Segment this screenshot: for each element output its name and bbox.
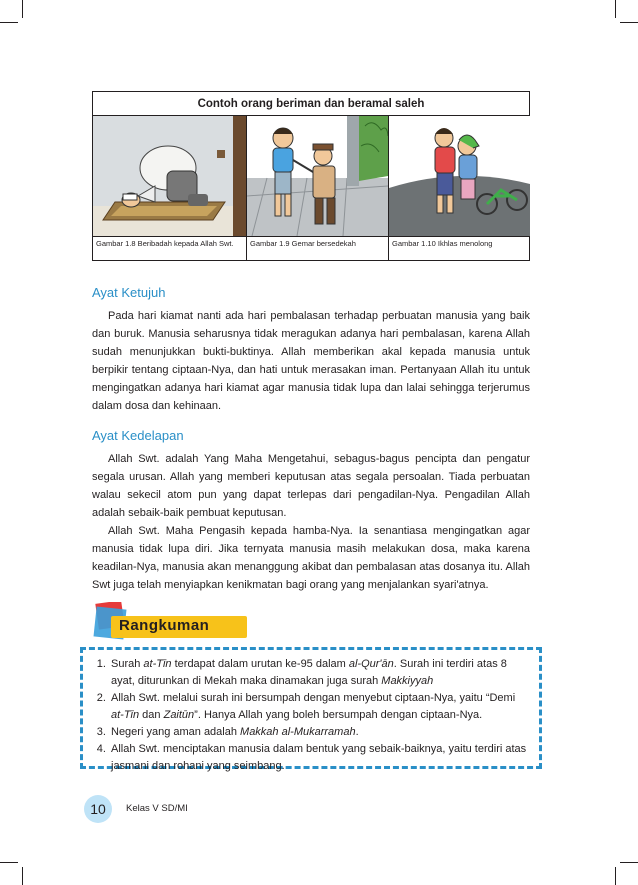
crop-mark [615, 0, 616, 18]
crop-mark [620, 862, 638, 863]
paragraph-text: Allah Swt. Maha Pengasih kepada hamba-Nya. Ia senantiasa mengingatkan agar manusia tidak lupa diri. Jika ternyata manusia masih melakukan dosa, maka karena keadilan-Nya, manusia akan menanggung akibat dan pembalasan atas dosanya itu. Allah Swt juga telah menyiapkan kenikmatan bagi orang yang menjalankan syari'atnya. [92, 525, 530, 591]
figure-box-title: Contoh orang beriman dan beramal saleh [93, 92, 529, 116]
figure-caption: Gambar 1.8 Beribadah kepada Allah Swt. [96, 239, 234, 248]
crop-mark [0, 22, 18, 23]
section-paragraph [92, 307, 530, 415]
list-item: 1. Surah at-Tīn terdapat dalam urutan ke-95 dalam al-Qur'ān. Surah ini terdiri atas 8 ayat, diturunkan di Mekah maka dinamakan juga surah Makkiyyah [109, 656, 531, 690]
crop-mark [22, 0, 23, 18]
crop-mark [615, 867, 616, 885]
crop-mark [620, 22, 638, 23]
crop-mark [22, 867, 23, 885]
paragraph-text: Allah Swt. adalah Yang Maha Mengetahui, sebagus-bagus pencipta dan pengatur segala urusan. Allah yang memberi keputusan atas segala persoalan. Tiada perbuatan walau sekecil atom pun yang dapat terlepas dari pengadilan-Nya. Pengadilan Allah adalah sebaik-baik pembuat keputusan. [92, 453, 530, 519]
figure-caption: Gambar 1.9 Gemar bersedekah [250, 239, 356, 248]
illustration-helping [389, 116, 530, 236]
list-item: 4. Allah Swt. menciptakan manusia dalam bentuk yang sebaik-baiknya, yaitu terdiri atas jasmani dan rohani yang seimbang. [109, 741, 531, 775]
section-paragraph [92, 450, 530, 594]
rangkuman-label [93, 602, 253, 644]
page-number: 10 [84, 795, 112, 823]
rangkuman-title: Rangkuman [119, 617, 210, 634]
summary-box [80, 647, 542, 772]
section-heading-ayat-ketujuh: Ayat Ketujuh [92, 285, 166, 300]
footer-class-label: Kelas V SD/MI [126, 803, 188, 814]
list-item: 2. Allah Swt. melalui surah ini bersumpah dengan menyebut ciptaan-Nya, yaitu “Demi at-Tīn dan Zaitūn”. Hanya Allah yang boleh bersumpah dengan ciptaan-Nya. [109, 690, 531, 724]
list-item: 3. Negeri yang aman adalah Makkah al-Mukarramah. [109, 724, 531, 741]
figure-box [92, 91, 530, 261]
crop-mark [0, 862, 18, 863]
illustration-prayer [93, 116, 246, 236]
figure-caption: Gambar 1.10 Ikhlas menolong [392, 239, 493, 248]
illustration-charity [247, 116, 388, 236]
section-heading-ayat-kedelapan: Ayat Kedelapan [92, 428, 184, 443]
paragraph-text: Pada hari kiamat nanti ada hari pembalasan terhadap perbuatan manusia yang baik dan buruk. Manusia seharusnya tidak meragukan adanya hari pembalasan, karena Allah sudah menunjukkan bukti-buktinya. Allah memberikan akal kepada manusia untuk berpikir tentang ciptaan-Nya, dan hati untuk merasakan iman. Pertanyaan Allah itu untuk mengingatkan adanya hari kiamat agar manusia tidak lupa dan lalai sehingga terjerumus dalam dosa dan kehinaan. [92, 310, 530, 412]
summary-list [83, 650, 539, 775]
